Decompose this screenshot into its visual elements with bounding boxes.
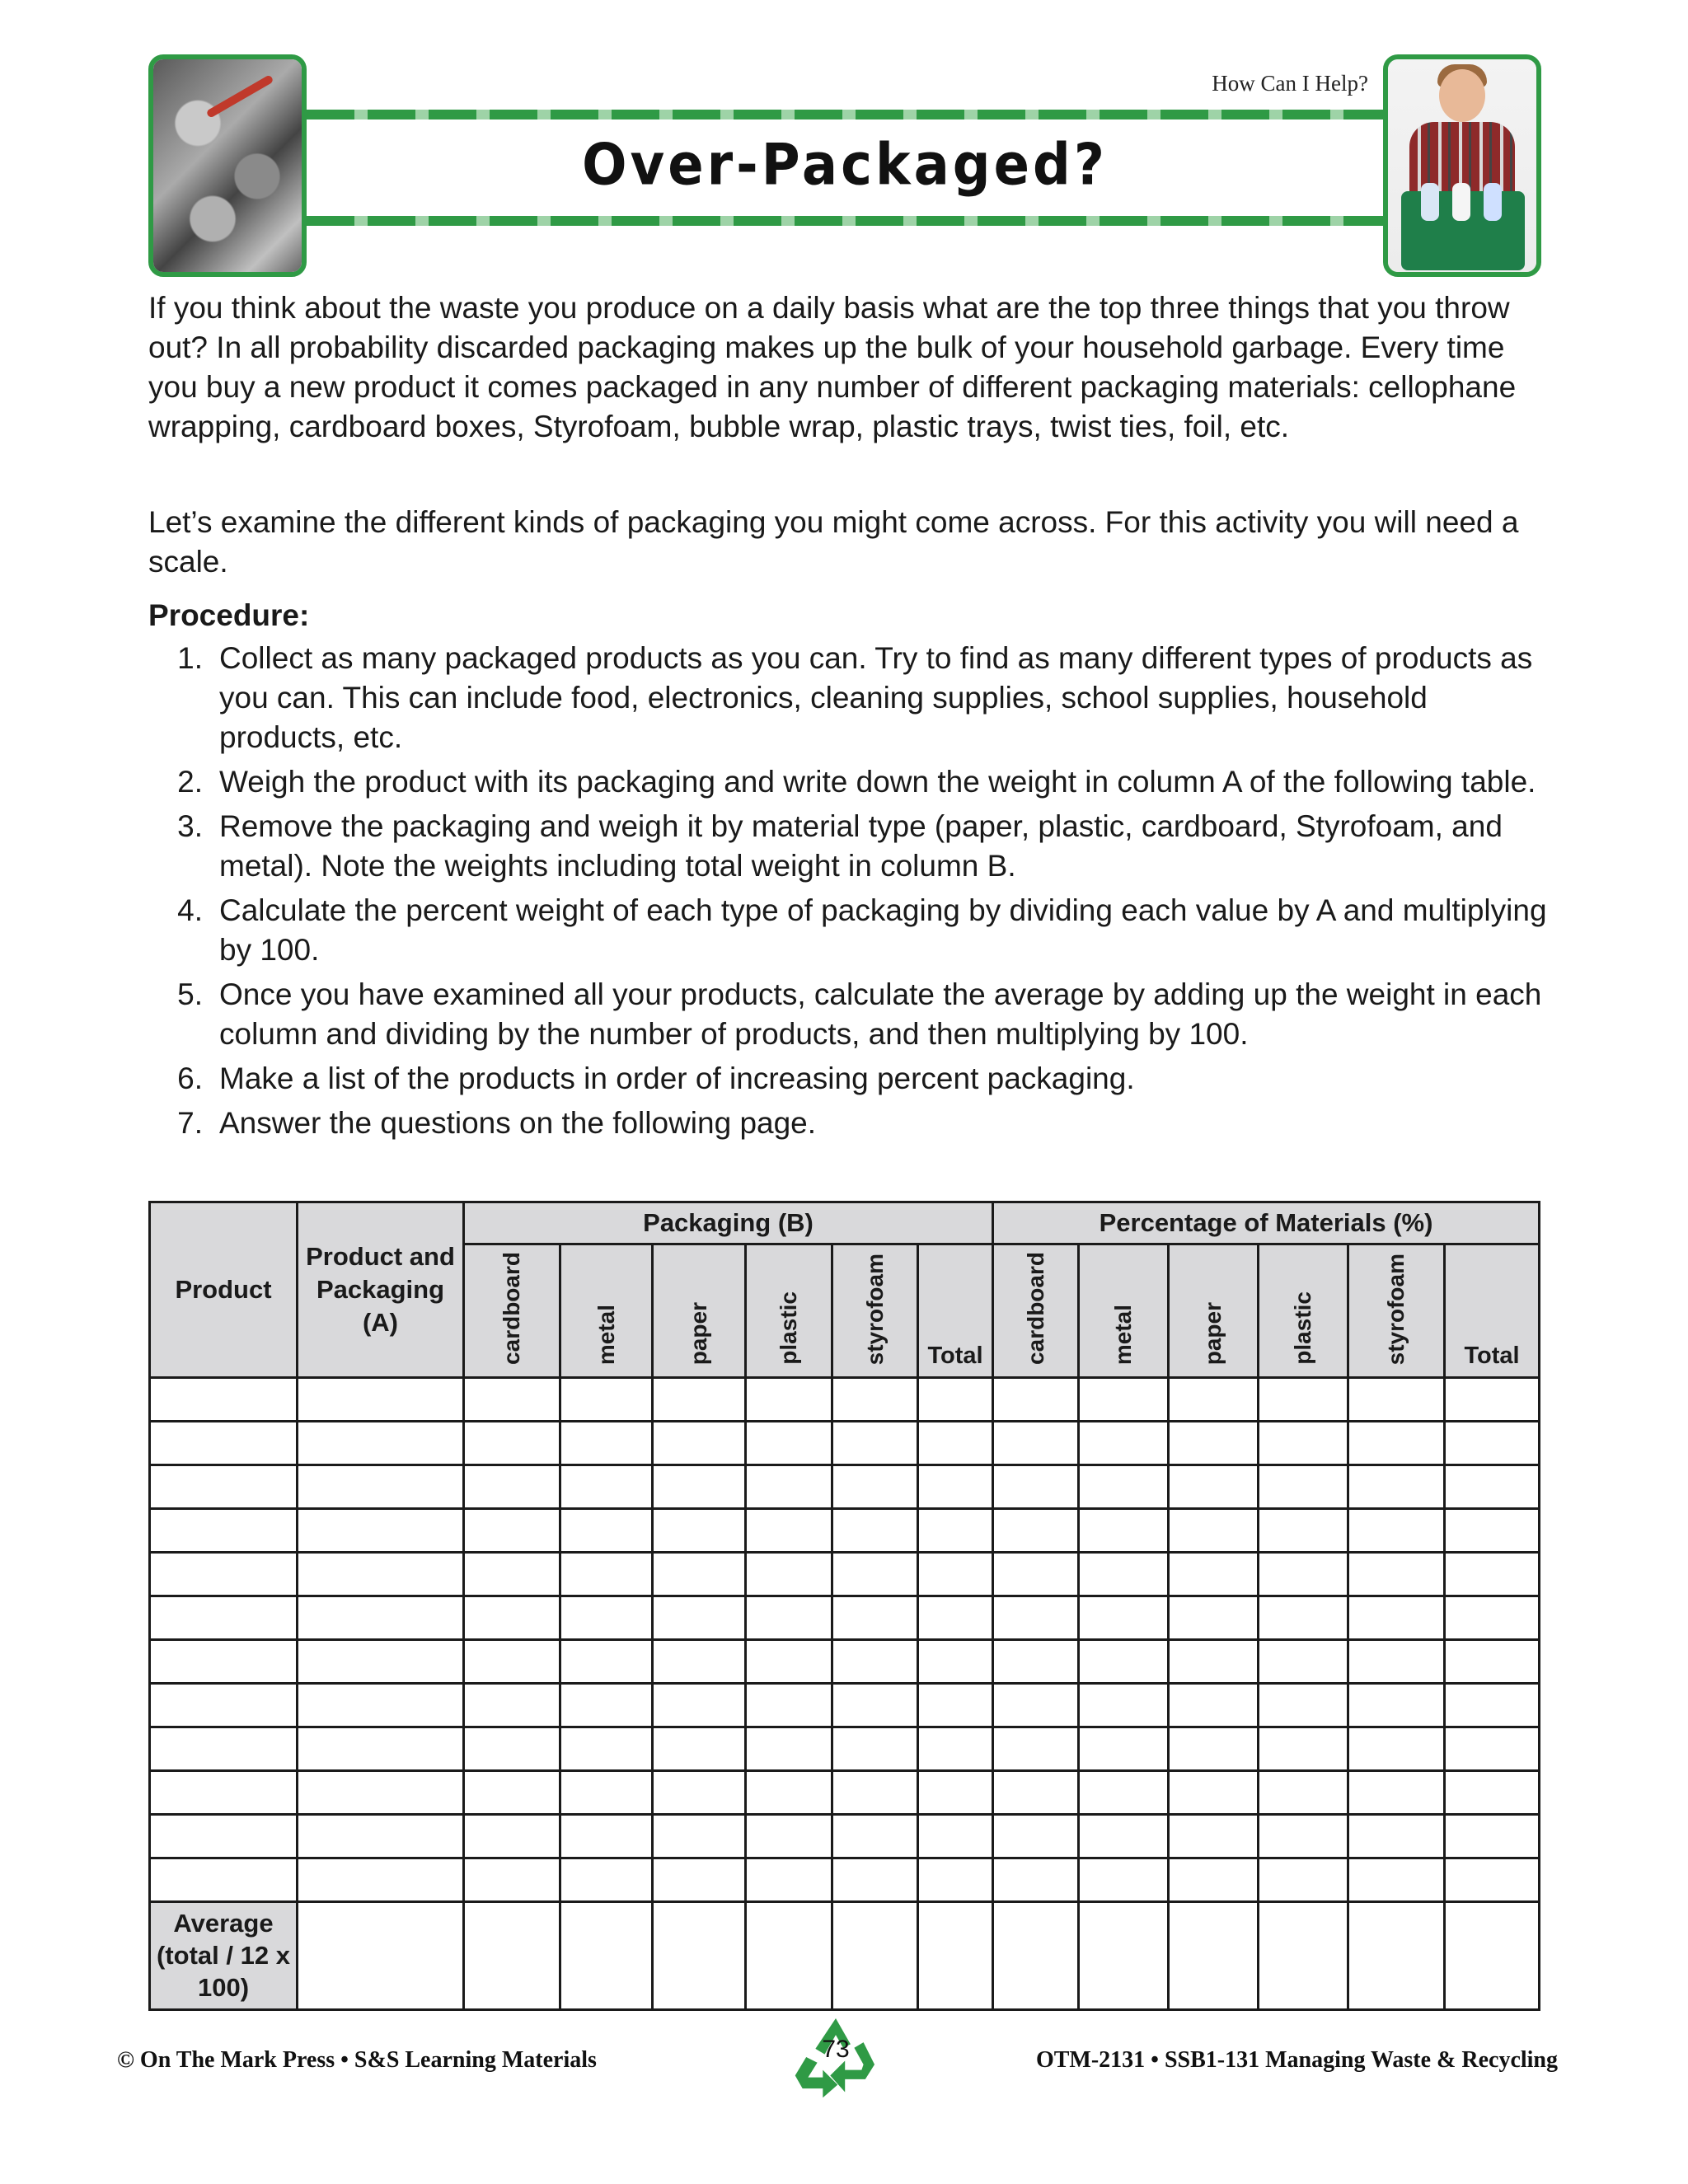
table-cell[interactable] [832, 1770, 918, 1814]
table-cell[interactable] [1169, 1901, 1259, 2009]
header-packaging-metal [560, 1244, 653, 1378]
step-text: Make a list of the products in order of increasing percent packaging. [219, 1062, 1135, 1095]
table-cell[interactable] [1259, 1421, 1348, 1465]
table-cell[interactable] [1079, 1814, 1169, 1858]
step-number: 6. [177, 1062, 203, 1095]
step-number: 1. [177, 641, 203, 675]
table-cell[interactable] [1169, 1727, 1259, 1770]
header-label: plastic [1290, 1291, 1315, 1365]
table-row [150, 1814, 1540, 1858]
table-cell[interactable] [1079, 1465, 1169, 1508]
procedure-step [148, 762, 1550, 802]
header-percent-paper [1169, 1244, 1259, 1378]
table-cell[interactable] [918, 1639, 993, 1683]
table-cell[interactable] [150, 1727, 298, 1770]
header-percent-plastic [1259, 1244, 1348, 1378]
table-cell[interactable] [993, 1421, 1079, 1465]
table-cell[interactable] [298, 1465, 464, 1508]
table-cell[interactable] [150, 1421, 298, 1465]
header-label: styrofoam [861, 1253, 888, 1365]
table-cell[interactable] [560, 1683, 653, 1727]
table-cell[interactable] [746, 1596, 832, 1639]
header-label: cardboard [499, 1252, 524, 1365]
table-cell[interactable] [464, 1552, 560, 1596]
table-row [150, 1727, 1540, 1770]
table-cell[interactable] [464, 1639, 560, 1683]
table-cell[interactable] [918, 1727, 993, 1770]
table-cell[interactable] [1445, 1552, 1540, 1596]
table-cell[interactable] [298, 1683, 464, 1727]
scrap-metal-photo [148, 54, 307, 277]
table-cell[interactable] [1169, 1814, 1259, 1858]
header-percentage-group: Percentage of Materials (%) [993, 1202, 1540, 1244]
header-label: paper [1200, 1301, 1226, 1365]
average-row [150, 1901, 1540, 2009]
table-cell[interactable] [832, 1421, 918, 1465]
table-cell[interactable] [150, 1814, 298, 1858]
table-cell[interactable] [1348, 1377, 1445, 1421]
header-percent-total: Total [1445, 1244, 1540, 1378]
table-row [150, 1683, 1540, 1727]
table-cell[interactable] [1348, 1727, 1445, 1770]
table-cell[interactable] [1079, 1552, 1169, 1596]
table-cell[interactable] [1259, 1465, 1348, 1508]
table-row [150, 1858, 1540, 1901]
table-cell[interactable] [653, 1727, 746, 1770]
table-cell[interactable] [1445, 1596, 1540, 1639]
table-cell[interactable] [464, 1465, 560, 1508]
table-cell[interactable] [1445, 1814, 1540, 1858]
table-cell[interactable] [150, 1596, 298, 1639]
table-cell[interactable] [1079, 1508, 1169, 1552]
table-cell[interactable] [1259, 1770, 1348, 1814]
header-percent-cardboard [993, 1244, 1079, 1378]
table-cell[interactable] [560, 1901, 653, 2009]
table-cell[interactable] [746, 1814, 832, 1858]
table-cell[interactable] [560, 1770, 653, 1814]
table-cell[interactable] [1079, 1683, 1169, 1727]
table-row [150, 1639, 1540, 1683]
table-cell[interactable] [993, 1552, 1079, 1596]
table-cell[interactable] [993, 1465, 1079, 1508]
table-cell[interactable] [1169, 1770, 1259, 1814]
table-cell[interactable] [150, 1552, 298, 1596]
table-cell[interactable] [918, 1683, 993, 1727]
procedure-heading: Procedure: [148, 598, 310, 632]
table-cell[interactable] [1169, 1421, 1259, 1465]
table-cell[interactable] [1348, 1770, 1445, 1814]
table-cell[interactable] [918, 1596, 993, 1639]
table-cell[interactable] [150, 1508, 298, 1552]
header-packaging-plastic [746, 1244, 832, 1378]
table-cell[interactable] [832, 1639, 918, 1683]
header-stripe-top [307, 110, 1383, 120]
packaging-data-table [148, 1201, 1540, 2011]
table-cell[interactable] [1259, 1377, 1348, 1421]
table-cell[interactable] [1079, 1377, 1169, 1421]
table-cell[interactable] [298, 1552, 464, 1596]
boy-with-recycling-bin-photo [1383, 54, 1541, 277]
table-cell[interactable] [1348, 1858, 1445, 1901]
table-cell[interactable] [464, 1814, 560, 1858]
table-cell[interactable] [150, 1858, 298, 1901]
table-cell[interactable] [1079, 1727, 1169, 1770]
table-cell[interactable] [1079, 1639, 1169, 1683]
table-cell[interactable] [832, 1901, 918, 2009]
table-cell[interactable] [832, 1552, 918, 1596]
photo-detail [1439, 69, 1485, 122]
procedure-step [148, 975, 1550, 1054]
procedure-step [148, 639, 1550, 757]
table-cell[interactable] [1348, 1421, 1445, 1465]
table-cell[interactable] [993, 1727, 1079, 1770]
procedure-step [148, 891, 1550, 970]
table-cell[interactable] [653, 1814, 746, 1858]
table-cell[interactable] [993, 1377, 1079, 1421]
table-cell[interactable] [832, 1596, 918, 1639]
table-cell[interactable] [832, 1814, 918, 1858]
table-cell[interactable] [560, 1508, 653, 1552]
header-stripe-bottom [307, 216, 1383, 226]
table-cell[interactable] [918, 1377, 993, 1421]
table-cell[interactable] [746, 1508, 832, 1552]
table-cell[interactable] [150, 1639, 298, 1683]
header-label: paper [686, 1301, 711, 1365]
table-cell[interactable] [1169, 1465, 1259, 1508]
table-cell[interactable] [1348, 1901, 1445, 2009]
table-cell[interactable] [1348, 1552, 1445, 1596]
table-cell[interactable] [918, 1814, 993, 1858]
photo-detail [1484, 183, 1502, 221]
table-cell[interactable] [298, 1377, 464, 1421]
page-number: 73 [822, 2036, 850, 2063]
table-cell[interactable] [832, 1858, 918, 1901]
header-packaging-cardboard [464, 1244, 560, 1378]
table-cell[interactable] [560, 1552, 653, 1596]
header-label: metal [1110, 1304, 1136, 1365]
table-cell[interactable] [1259, 1727, 1348, 1770]
table-cell[interactable] [560, 1596, 653, 1639]
boy-image [1388, 59, 1536, 272]
table-cell[interactable] [918, 1770, 993, 1814]
photo-detail [1452, 183, 1470, 221]
table-cell[interactable] [1259, 1596, 1348, 1639]
table-row [150, 1508, 1540, 1552]
header-label: styrofoam [1383, 1253, 1409, 1365]
table-cell[interactable] [653, 1858, 746, 1901]
step-number: 4. [177, 893, 203, 927]
table-cell[interactable] [1445, 1465, 1540, 1508]
table-cell[interactable] [746, 1770, 832, 1814]
table-row [150, 1596, 1540, 1639]
table-cell[interactable] [832, 1377, 918, 1421]
table-cell[interactable] [993, 1639, 1079, 1683]
table-cell[interactable] [560, 1814, 653, 1858]
header-label: plastic [776, 1291, 801, 1365]
header-percent-metal [1079, 1244, 1169, 1378]
table-cell[interactable] [464, 1858, 560, 1901]
table-cell[interactable] [298, 1814, 464, 1858]
table-cell[interactable] [1445, 1727, 1540, 1770]
table-cell[interactable] [1169, 1377, 1259, 1421]
header-packaging-group: Packaging (B) [464, 1202, 993, 1244]
table-cell[interactable] [1169, 1858, 1259, 1901]
table-cell[interactable] [1348, 1814, 1445, 1858]
step-number: 7. [177, 1106, 203, 1140]
step-text: Collect as many packaged products as you can. Try to find as many different types of products as you can. This can include food, electronics, cleaning supplies, school supplies, household products, etc. [219, 641, 1533, 754]
table-cell[interactable] [298, 1508, 464, 1552]
table-cell[interactable] [298, 1901, 464, 2009]
table-cell[interactable] [653, 1508, 746, 1552]
table-cell[interactable] [918, 1858, 993, 1901]
table-cell[interactable] [298, 1596, 464, 1639]
table-cell[interactable] [1079, 1901, 1169, 2009]
table-cell[interactable] [832, 1465, 918, 1508]
header-label: metal [593, 1304, 619, 1365]
table-cell[interactable] [993, 1508, 1079, 1552]
table-cell[interactable] [653, 1377, 746, 1421]
table-cell[interactable] [746, 1727, 832, 1770]
step-text: Once you have examined all your products, calculate the average by adding up the weight in each column and dividing by the number of products, and then multiplying by 100. [219, 977, 1542, 1051]
table-cell[interactable] [150, 1770, 298, 1814]
table-cell[interactable] [653, 1770, 746, 1814]
table-body [150, 1377, 1540, 2009]
table-cell[interactable] [993, 1858, 1079, 1901]
table-row [150, 1770, 1540, 1814]
table-cell[interactable] [298, 1727, 464, 1770]
table-cell[interactable] [993, 1596, 1079, 1639]
table-cell[interactable] [918, 1508, 993, 1552]
table-cell[interactable] [1348, 1508, 1445, 1552]
table-row [150, 1377, 1540, 1421]
table-cell[interactable] [1079, 1421, 1169, 1465]
step-text: Weigh the product with its packaging and write down the weight in column A of the following table. [219, 765, 1536, 799]
procedure-step [148, 1059, 1550, 1099]
table-cell[interactable] [1445, 1858, 1540, 1901]
procedure-step [148, 807, 1550, 886]
table-cell[interactable] [464, 1901, 560, 2009]
table-row [150, 1421, 1540, 1465]
table-cell[interactable] [464, 1683, 560, 1727]
table-cell[interactable] [1348, 1683, 1445, 1727]
table-cell[interactable] [298, 1639, 464, 1683]
procedure-steps [148, 639, 1550, 1148]
table-cell[interactable] [1445, 1508, 1540, 1552]
table-cell[interactable] [832, 1683, 918, 1727]
table-cell[interactable] [653, 1901, 746, 2009]
table-cell[interactable] [560, 1377, 653, 1421]
page-title: Over-Packaged? [582, 133, 1108, 199]
table-cell[interactable] [298, 1421, 464, 1465]
table-cell[interactable] [1348, 1639, 1445, 1683]
table-cell[interactable] [746, 1421, 832, 1465]
table-cell[interactable] [464, 1508, 560, 1552]
table-cell[interactable] [653, 1683, 746, 1727]
table-cell[interactable] [746, 1639, 832, 1683]
table-cell[interactable] [653, 1421, 746, 1465]
table-cell[interactable] [918, 1552, 993, 1596]
table-cell[interactable] [653, 1639, 746, 1683]
step-text: Remove the packaging and weigh it by material type (paper, plastic, cardboard, Styrofoam, and metal). Note the weights including total weight in column B. [219, 809, 1503, 883]
table-cell[interactable] [1259, 1552, 1348, 1596]
table-cell[interactable] [1079, 1770, 1169, 1814]
table-cell[interactable] [1259, 1683, 1348, 1727]
table-cell[interactable] [746, 1552, 832, 1596]
header-label: cardboard [1022, 1252, 1048, 1365]
table-cell[interactable] [746, 1377, 832, 1421]
table-cell[interactable] [1169, 1639, 1259, 1683]
table-cell[interactable] [653, 1552, 746, 1596]
table-cell[interactable] [150, 1377, 298, 1421]
table-cell[interactable] [993, 1814, 1079, 1858]
footer-product-code: OTM-2131 • SSB1-131 Managing Waste & Recycling [1035, 2047, 1558, 2073]
intro-paragraph-2: Let’s examine the different kinds of packaging you might come across. For this activity you will need a scale. [148, 505, 1519, 579]
table-cell[interactable] [150, 1465, 298, 1508]
table-cell[interactable] [746, 1901, 832, 2009]
table-cell[interactable] [993, 1901, 1079, 2009]
table-cell[interactable] [993, 1683, 1079, 1727]
table-cell[interactable] [1445, 1901, 1540, 2009]
table-cell[interactable] [1348, 1596, 1445, 1639]
table-cell[interactable] [1445, 1770, 1540, 1814]
table-cell[interactable] [1169, 1508, 1259, 1552]
table-cell[interactable] [746, 1683, 832, 1727]
procedure-step [148, 1104, 1550, 1143]
table-cell[interactable] [746, 1858, 832, 1901]
table-cell[interactable] [993, 1770, 1079, 1814]
table-cell[interactable] [918, 1465, 993, 1508]
table-cell[interactable] [1445, 1639, 1540, 1683]
table-cell[interactable] [918, 1901, 993, 2009]
header-product-and-packaging: Product and Packaging (A) [298, 1202, 464, 1378]
table-cell[interactable] [1259, 1508, 1348, 1552]
table-cell[interactable] [150, 1683, 298, 1727]
average-label: Average (total / 12 x 100) [150, 1901, 298, 2009]
table-cell[interactable] [1259, 1639, 1348, 1683]
table-cell[interactable] [464, 1377, 560, 1421]
table-cell[interactable] [832, 1727, 918, 1770]
table-cell[interactable] [832, 1508, 918, 1552]
table-cell[interactable] [1169, 1552, 1259, 1596]
table-cell[interactable] [464, 1770, 560, 1814]
step-number: 2. [177, 765, 203, 799]
table-cell[interactable] [1348, 1465, 1445, 1508]
header-packaging-styrofoam [832, 1244, 918, 1378]
table-cell[interactable] [560, 1639, 653, 1683]
table-cell[interactable] [1445, 1377, 1540, 1421]
table-cell[interactable] [1445, 1421, 1540, 1465]
photo-detail [1421, 183, 1439, 221]
table-cell[interactable] [746, 1465, 832, 1508]
table-cell[interactable] [560, 1727, 653, 1770]
step-number: 5. [177, 977, 203, 1011]
header-packaging-total: Total [918, 1244, 993, 1378]
table-cell[interactable] [560, 1421, 653, 1465]
table-cell[interactable] [560, 1858, 653, 1901]
table-cell[interactable] [464, 1727, 560, 1770]
step-text: Answer the questions on the following page. [219, 1106, 817, 1140]
series-label: How Can I Help? [1212, 71, 1368, 96]
table-cell[interactable] [653, 1596, 746, 1639]
scrap-metal-image [153, 59, 302, 272]
table-row [150, 1465, 1540, 1508]
table-cell[interactable] [1169, 1596, 1259, 1639]
table-cell[interactable] [464, 1596, 560, 1639]
header-percent-styrofoam [1348, 1244, 1445, 1378]
table-cell[interactable] [560, 1465, 653, 1508]
table-cell[interactable] [298, 1770, 464, 1814]
table-cell[interactable] [1259, 1858, 1348, 1901]
intro-paragraph-1: If you think about the waste you produce on a daily basis what are the top three things that you throw out? In all probability discarded packaging makes up the bulk of your household garbage. Every time you buy a new product it comes packaged in any number of different packaging materials: cellophane wrapping, cardboard boxes, Styrofoam, bubble wrap, plastic trays, twist ties, foil, etc. [148, 291, 1517, 443]
table-cell[interactable] [1079, 1596, 1169, 1639]
table-cell[interactable] [918, 1421, 993, 1465]
table-row [150, 1552, 1540, 1596]
table-cell[interactable] [1169, 1683, 1259, 1727]
table-cell[interactable] [1259, 1901, 1348, 2009]
table-cell[interactable] [464, 1421, 560, 1465]
table-cell[interactable] [1259, 1814, 1348, 1858]
step-text: Calculate the percent weight of each type of packaging by dividing each value by A and multiplying by 100. [219, 893, 1547, 967]
table-cell[interactable] [653, 1465, 746, 1508]
header-packaging-paper [653, 1244, 746, 1378]
table-cell[interactable] [1445, 1683, 1540, 1727]
header-product: Product [150, 1202, 298, 1378]
footer-publisher: © On The Mark Press • S&S Learning Materials [117, 2047, 597, 2073]
table-cell[interactable] [1079, 1858, 1169, 1901]
table-cell[interactable] [298, 1858, 464, 1901]
step-number: 3. [177, 809, 203, 843]
